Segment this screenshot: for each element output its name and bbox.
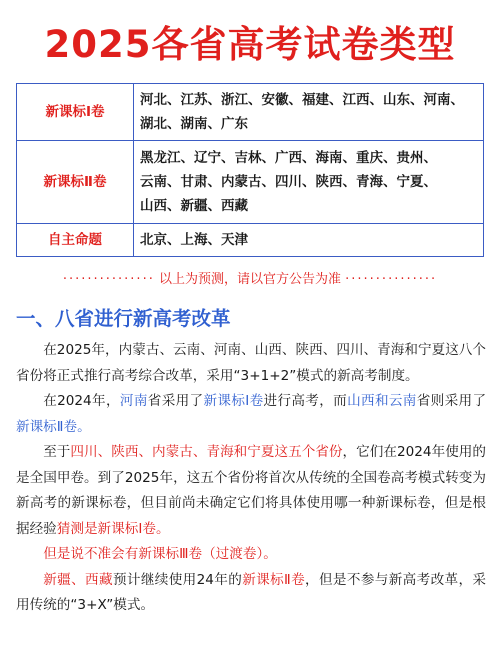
highlight-text: 新疆、西藏: [43, 571, 113, 588]
paragraph: [16, 389, 486, 440]
article-body: [16, 338, 486, 619]
text-span: 预计继续使用24年的: [112, 571, 243, 588]
text-span: 省采用了: [147, 393, 204, 409]
highlight-text: 河南: [119, 393, 148, 409]
provinces-line: 河北、江苏、浙江、安徽、福建、江西、山东、河南、: [140, 92, 464, 108]
highlight-text: 山西和云南: [347, 393, 417, 409]
provinces-cell: [134, 84, 484, 141]
provinces-line: 湖北、湖南、广东: [140, 116, 248, 132]
section-heading: 一、八省进行新高考改革: [16, 307, 231, 330]
paragraph: [16, 568, 486, 619]
provinces-line: 云南、甘肃、内蒙古、四川、陕西、青海、宁夏、: [140, 174, 437, 190]
prediction-note: [0, 268, 500, 287]
text-span: 进行高考，而: [263, 393, 348, 409]
table-row: [17, 224, 484, 257]
page-title: 2025各省高考试卷类型: [44, 23, 456, 66]
note-text: 以上为预测，请以官方公告为准: [158, 272, 341, 287]
highlight-text: 新课标Ⅱ卷。: [16, 418, 91, 435]
table-row: [17, 141, 484, 224]
paragraph: 但是说不准会有新课标Ⅲ卷（过渡卷）。: [43, 546, 277, 562]
exam-type-table: [16, 83, 484, 257]
highlight-text: 新课标Ⅰ卷: [203, 393, 264, 409]
exam-type-cell: 新课标Ⅰ卷: [17, 84, 134, 141]
text-span: 至于: [43, 444, 71, 460]
exam-type-cell: 新课标Ⅱ卷: [17, 141, 134, 224]
exam-type-cell: 自主命题: [17, 224, 134, 257]
highlight-text: 四川、陕西、内蒙古、青海和宁夏这五个省份: [70, 444, 343, 460]
provinces-line: 山西、新疆、西藏: [140, 198, 248, 214]
provinces-cell: [134, 141, 484, 224]
text-span: ，它们在2024年使用的是全国甲卷。到了2025年，这五个省份将首次从传统的全国卷高考模式转变为新高考的新课标卷，但目前尚未确定它们将具体使用哪一种新课标卷，但是根据经验: [16, 444, 486, 537]
text-span: 在2024年，: [43, 393, 120, 409]
provinces-line: 黑龙江、辽宁、吉林、广西、海南、重庆、贵州、: [140, 150, 437, 166]
provinces-line: 北京、上海、天津: [140, 232, 248, 248]
paragraph: 在2025年，内蒙古、云南、河南、山西、陕西、四川、青海和宁夏这八个省份将正式推行高考综合改革，采用“3+1+2”模式的新高考制度。: [16, 342, 486, 384]
text-span: 省则采用了: [416, 393, 487, 409]
paragraph: [16, 440, 486, 542]
highlight-text: 新课标Ⅱ卷: [242, 571, 306, 588]
highlight-text: 猜测是新课标Ⅰ卷。: [56, 520, 170, 537]
provinces-cell: [134, 224, 484, 257]
table-row: [17, 84, 484, 141]
dotted-divider: ···············: [345, 272, 438, 287]
text-span: ，但是不参与新高考改革，采用传统的“3+X”模式。: [16, 571, 487, 613]
dotted-divider: ···············: [62, 272, 155, 287]
